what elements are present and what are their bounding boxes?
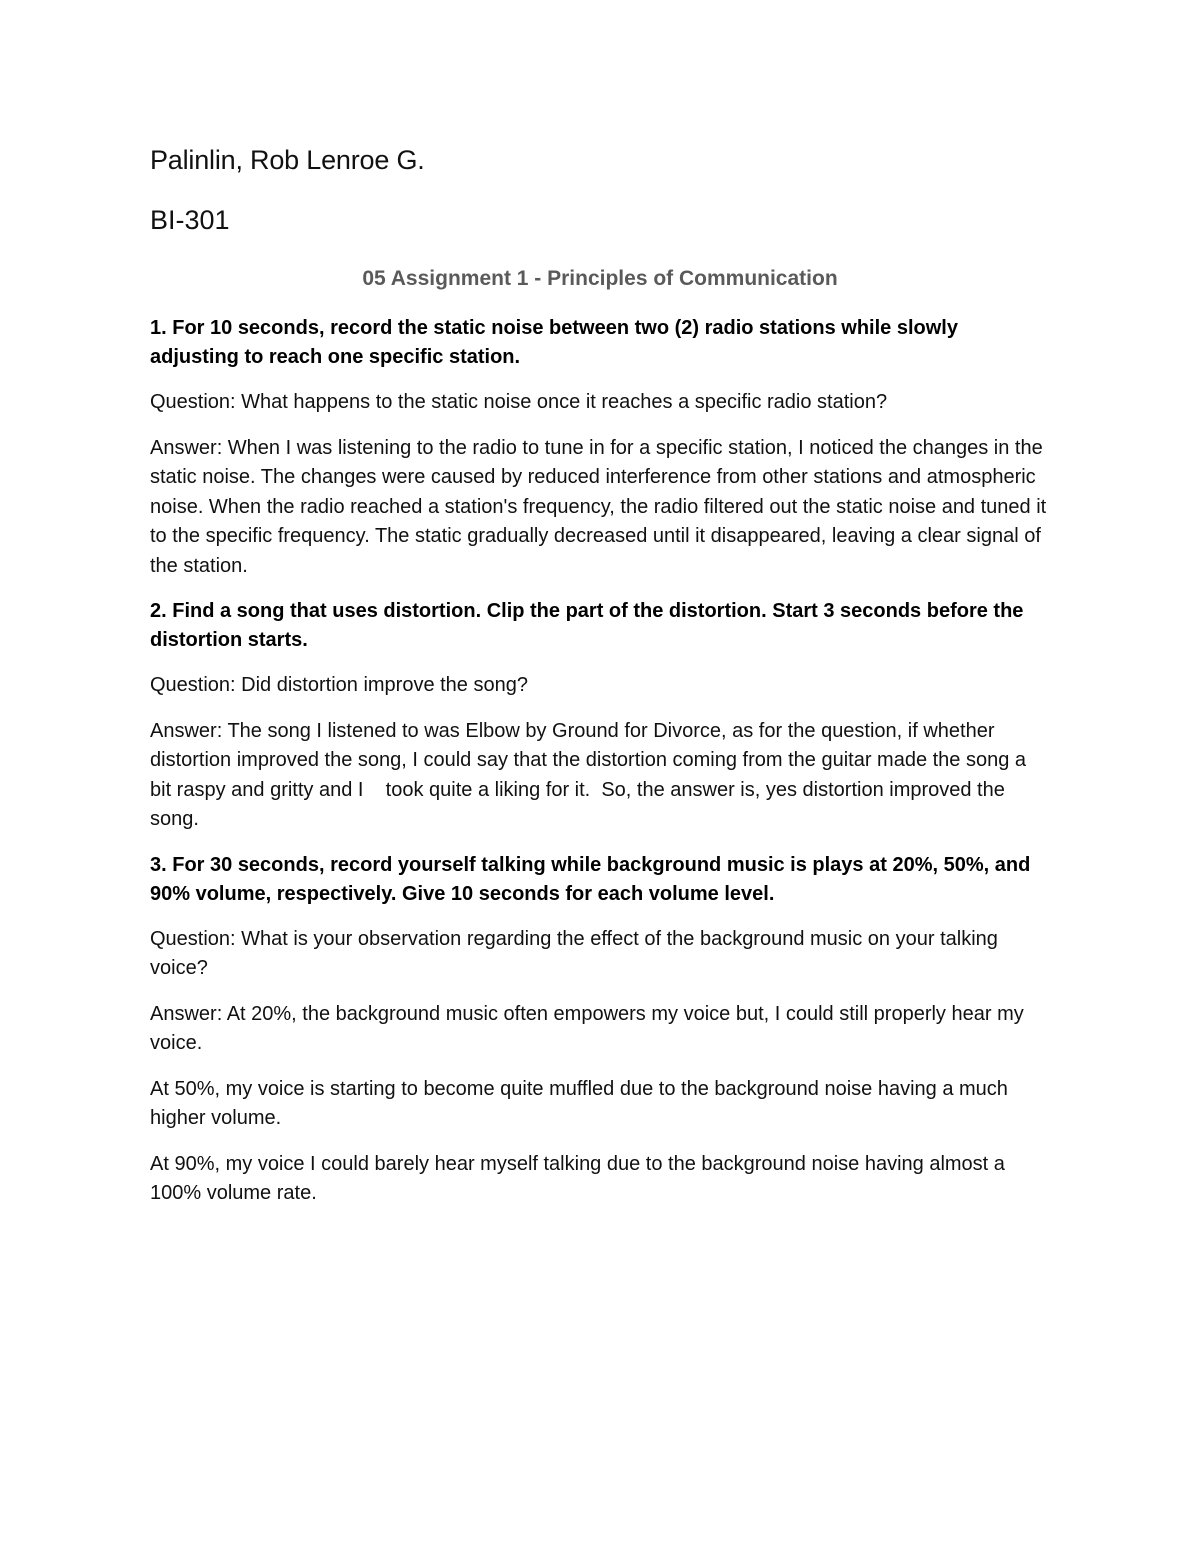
item-1-answer: Answer: When I was listening to the radio to tune in for a specific station, I noticed the changes in the static noise. The changes were caused by reduced interference from other stations and atmospheric noise. When the radio reached a station's frequency, the radio filtered out the static noise and tuned it to the specific frequency. The static gradually decreased until it disappeared, leaving a clear signal of the station. — [150, 436, 1052, 577]
student-name: Palinlin, Rob Lenroe G. — [150, 145, 425, 175]
item-3-answer-90: At 90%, my voice I could barely hear myself talking due to the background noise having almost a 100% volume rate. — [150, 1152, 1011, 1204]
item-2-heading: 2. Find a song that uses distortion. Clip the part of the distortion. Start 3 seconds before the distortion starts. — [150, 600, 1024, 651]
item-3-answer: Answer: At 20%, the background music often empowers my voice but, I could still properly hear my voice. — [150, 1002, 1030, 1054]
item-3-heading: 3. For 30 seconds, record yourself talking while background music is plays at 20%, 50%, and 90% volume, respectively. Give 10 seconds for each volume level. — [150, 853, 1031, 905]
item-1-heading: 1. For 10 seconds, record the static noise between two (2) radio stations while slowly adjusting to reach one specific station. — [150, 317, 958, 368]
item-3-answer-50: At 50%, my voice is starting to become quite muffled due to the background noise having a much higher volume. — [150, 1077, 1014, 1129]
section-code: BI-301 — [150, 205, 230, 235]
item-1 — [150, 314, 1050, 581]
item-2-answer: Answer: The song I listened to was Elbow by Ground for Divorce, as for the question, if whether distortion improved the song, I could say that the distortion coming from the guitar made the song a bit raspy and gritty and I took quite a liking for it. So, the answer is, yes distortion improved the song. — [150, 719, 1032, 830]
item-2-question: Question: Did distortion improve the song? — [150, 674, 528, 696]
item-1-question: Question: What happens to the static noise once it reaches a specific radio station? — [150, 391, 888, 413]
item-2 — [150, 597, 1050, 835]
document-title: 05 Assignment 1 - Principles of Communication — [362, 267, 838, 290]
document-content — [150, 140, 1050, 1209]
item-3-question: Question: What is your observation regarding the effect of the background music on your talking voice? — [150, 927, 1004, 979]
item-3 — [150, 851, 1050, 1209]
